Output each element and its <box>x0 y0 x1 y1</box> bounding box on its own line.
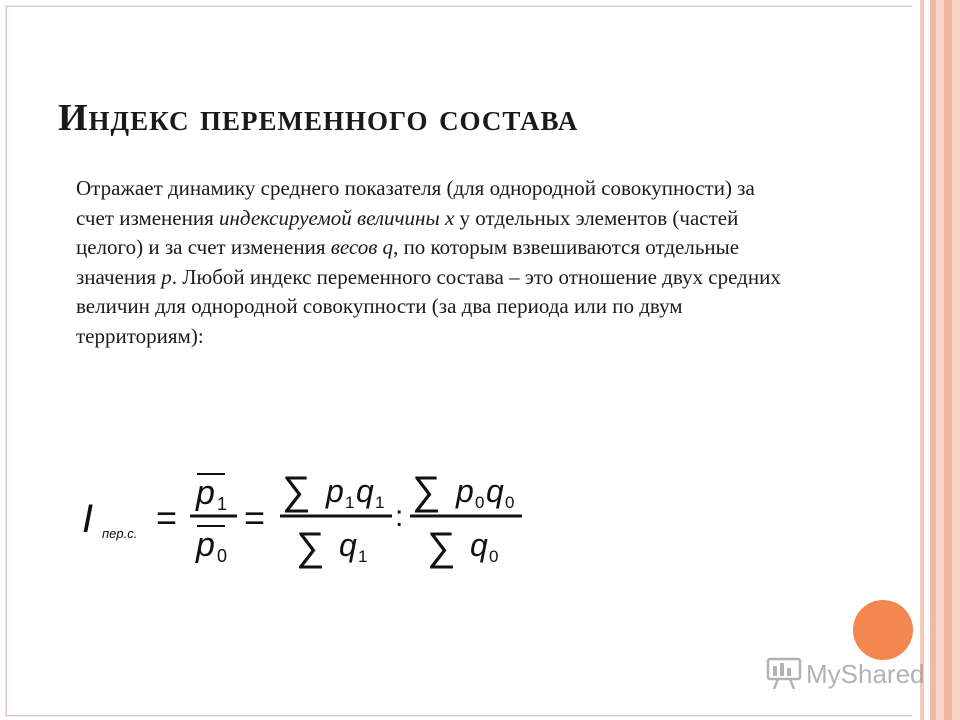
formula-p-num1-sub: 1 <box>345 493 355 512</box>
formula-q-num2-sub: 0 <box>505 493 515 512</box>
formula-index-symbol: I <box>82 497 94 541</box>
paragraph-part-3: , по которым взвешиваются отдельные значения <box>76 235 740 289</box>
formula-index-subscript: пер.с. <box>102 526 138 541</box>
formula-p-top-sub: 1 <box>217 494 228 514</box>
paragraph-italic-2: весов q <box>330 235 394 259</box>
formula-sigma-3: ∑ <box>412 469 441 513</box>
formula-q-num2: q <box>486 473 504 509</box>
formula-q-num1: q <box>356 473 374 509</box>
watermark-text: MyShared <box>806 658 925 689</box>
formula-colon: : <box>395 500 404 533</box>
slide-paragraph <box>76 174 796 351</box>
paragraph-part-2: у отдельных элементов (частей целого) и за счет изменения <box>76 205 739 259</box>
paragraph-part-4: . Любой индекс переменного состава – это отношение двух средних величин для однородной совокупности (за два периода или по двум территориям): <box>76 264 781 348</box>
slide-title: Индекс переменного состава <box>58 97 579 139</box>
watermark <box>766 654 925 694</box>
paragraph-part-1: Отражает динамику среднего показателя (для однородной совокупности) за счет изменения <box>76 176 755 230</box>
formula-p-top: p <box>196 474 215 512</box>
formula-p-bottom-sub: 0 <box>217 546 228 566</box>
decorative-side-stripes <box>912 0 960 720</box>
formula-p-num1: p <box>326 473 344 509</box>
formula-q-den2: q <box>470 527 488 563</box>
formula-p-num2-sub: 0 <box>475 493 485 512</box>
decorative-orange-circle <box>853 600 913 660</box>
index-formula <box>82 452 542 582</box>
formula-p-num2: p <box>456 473 474 509</box>
paragraph-italic-1: индексируемой величины х <box>219 205 455 230</box>
formula-equals-2: = <box>244 497 266 538</box>
formula-sigma-2: ∑ <box>296 525 325 569</box>
formula-sigma-1: ∑ <box>282 469 311 513</box>
formula-equals-1: = <box>156 497 178 538</box>
paragraph-italic-3: р <box>161 264 172 289</box>
formula-q-den2-sub: 0 <box>489 547 499 566</box>
formula-q-den1-sub: 1 <box>358 547 368 566</box>
formula-p-bottom: p <box>196 526 215 564</box>
formula-sigma-4: ∑ <box>427 525 456 569</box>
formula-q-num1-sub: 1 <box>375 493 385 512</box>
formula-q-den1: q <box>339 527 357 563</box>
myshared-logo-icon <box>766 657 802 691</box>
